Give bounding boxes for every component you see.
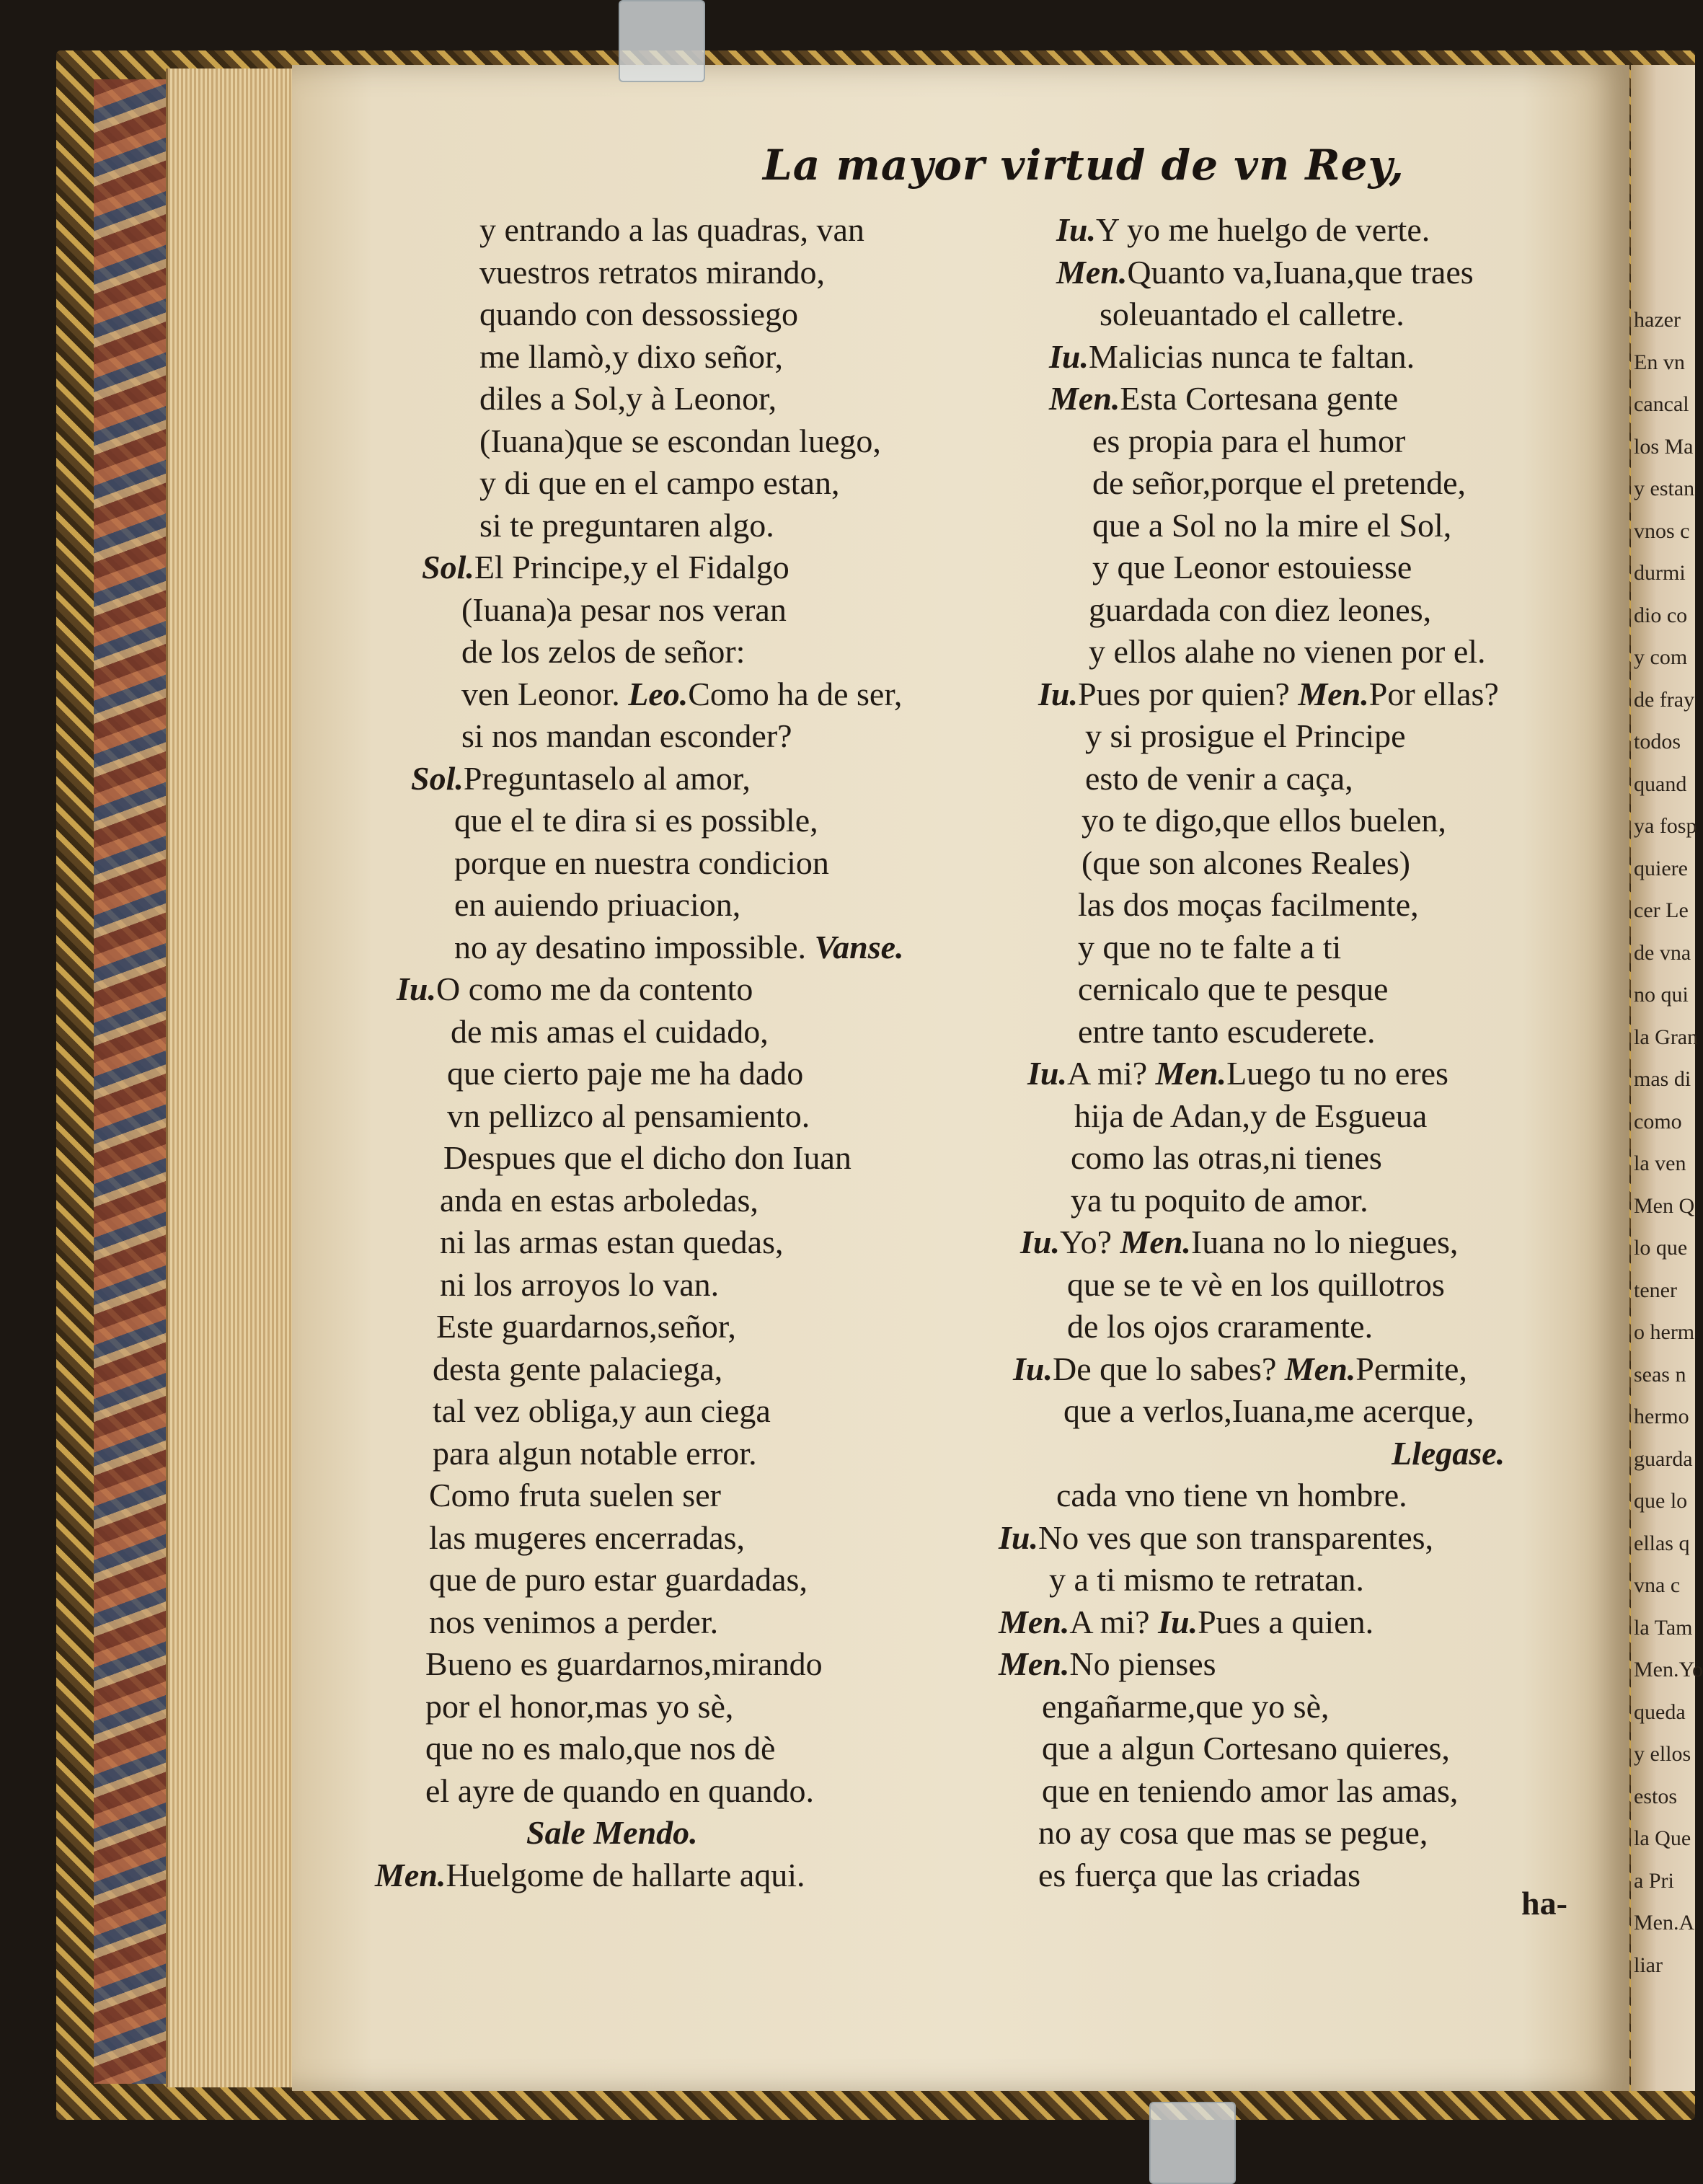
speaker-label: Men. [1049, 380, 1120, 417]
verse-text: Esta Cortesana gente [1120, 380, 1399, 417]
verse-text: Este guardarnos,señor, [436, 1308, 736, 1345]
facing-page-fragment: la Gran [1634, 1025, 1699, 1049]
verse-text: tal vez obliga,y aun ciega [433, 1392, 771, 1429]
verse-text: vuestros retratos mirando, [479, 253, 826, 291]
verse-text: no ay cosa que mas se pegue, [1038, 1814, 1428, 1851]
facing-page-fragment: cancal [1634, 392, 1689, 416]
verse-text: (Iuana)a pesar nos veran [461, 591, 787, 628]
verse-line [375, 1390, 995, 1433]
verse-text: A mi? [1066, 1055, 1156, 1092]
verse-line [375, 505, 995, 547]
speaker-label: Vanse. [814, 928, 904, 965]
verse-line [999, 378, 1619, 420]
verse-line [999, 842, 1619, 885]
verse-text: que a verlos,Iuana,me acerque, [1063, 1392, 1474, 1429]
facing-page-fragment: ellas q [1634, 1531, 1690, 1555]
speaker-label: Men. [999, 1603, 1070, 1640]
verse-text: cada vno tiene vn hombre. [1056, 1477, 1407, 1513]
verse-text: las dos moças facilmente, [1078, 886, 1419, 923]
verse-line [375, 631, 995, 673]
verse-text: que de puro estar guardadas, [429, 1561, 808, 1598]
verse-text: para algun notable error. [433, 1434, 757, 1472]
facing-page-fragment: quiere [1634, 856, 1688, 880]
verse-line [375, 1601, 995, 1644]
facing-page-fragment: Men.A [1634, 1911, 1695, 1935]
verse-text: Y yo me huelgo de verte. [1095, 211, 1430, 248]
speaker-label: Llegase. [1392, 1434, 1505, 1472]
verse-line [999, 1221, 1619, 1264]
verse-line [375, 1559, 995, 1601]
verse-text: No pienses [1069, 1645, 1216, 1682]
verse-text: no ay desatino impossible. [454, 928, 815, 965]
clamp-tab-bottom [1149, 2102, 1236, 2184]
verse-line [375, 1306, 995, 1348]
facing-page-fragment: de fray [1634, 687, 1695, 712]
verse-text: Yo? [1059, 1224, 1120, 1260]
verse-line [999, 589, 1619, 632]
verse-text: es propia para el humor [1092, 422, 1406, 459]
facing-page-fragment: ya fosp [1634, 814, 1697, 838]
verse-text: quando con dessossiego [479, 296, 799, 332]
verse-line [999, 927, 1619, 969]
verse-line [999, 1180, 1619, 1222]
verse-line [999, 1011, 1619, 1053]
verse-text: el ayre de quando en quando. [425, 1772, 815, 1809]
verse-line [375, 462, 995, 505]
verse-line [375, 1854, 995, 1897]
speaker-label: Iu. [1020, 1224, 1060, 1260]
speaker-label: Iu. [1056, 211, 1096, 248]
verse-text: A mi? [1069, 1603, 1159, 1640]
verse-text: Pues por quien? [1077, 675, 1299, 712]
verse-text: de señor,porque el pretende, [1092, 464, 1466, 501]
facing-page-fragment: los Ma [1634, 434, 1694, 459]
speaker-label: Iu. [1158, 1603, 1198, 1640]
verse-line [375, 420, 995, 463]
verse-line [375, 1264, 995, 1307]
speaker-label: Iu. [1027, 1055, 1067, 1092]
verse-text: Preguntaselo al amor, [463, 759, 751, 797]
verse-line [999, 1137, 1619, 1180]
verse-text: ven Leonor. [461, 675, 629, 712]
verse-line [375, 1812, 995, 1854]
facing-page-fragment: no qui [1634, 983, 1689, 1007]
verse-line [999, 293, 1619, 336]
facing-page-fragment: todos [1634, 730, 1681, 753]
verse-text: Como fruta suelen ser [429, 1477, 721, 1513]
verse-text: y a ti mismo te retratan. [1049, 1561, 1364, 1598]
verse-text: No ves que son transparentes, [1038, 1518, 1434, 1556]
verse-line [375, 589, 995, 632]
verse-line [375, 252, 995, 294]
verse-text: por el honor,mas yo sè, [425, 1687, 734, 1725]
verse-line [999, 209, 1619, 252]
verse-line [999, 1475, 1619, 1517]
verse-text: si nos mandan esconder? [461, 717, 792, 754]
facing-page-fragment: tener [1634, 1278, 1677, 1302]
verse-text: que no es malo,que nos dè [425, 1730, 776, 1767]
verse-text: me llamò,y dixo señor, [479, 337, 784, 375]
facing-page-fragment: queda [1634, 1699, 1686, 1724]
verse-text: El Principe,y el Fidalgo [474, 549, 789, 585]
speaker-label: Sol. [422, 549, 474, 585]
verse-line [999, 1306, 1619, 1348]
facing-page-fragment: la ven [1634, 1151, 1686, 1175]
verse-line [375, 1433, 995, 1475]
running-header: La mayor virtud de vn Rey, [763, 141, 1405, 190]
verse-line [375, 1180, 995, 1222]
verse-text: desta gente palaciega, [433, 1350, 723, 1387]
verse-line [375, 336, 995, 379]
verse-line [999, 800, 1619, 842]
verse-text: ya tu poquito de amor. [1071, 1181, 1368, 1219]
verse-text: las mugeres encerradas, [429, 1518, 746, 1556]
verse-line [999, 884, 1619, 927]
verse-line [999, 631, 1619, 673]
facing-page-fragment: hermo [1634, 1405, 1689, 1428]
verse-line [375, 884, 995, 927]
facing-page-text [1634, 299, 1703, 1986]
facing-page-fragment: estos [1634, 1784, 1677, 1808]
speaker-label: Leo. [628, 675, 689, 712]
verse-text: Luego tu no eres [1226, 1055, 1448, 1092]
verse-text: como las otras,ni tienes [1071, 1139, 1382, 1176]
verse-line [375, 968, 995, 1011]
verse-line [999, 1643, 1619, 1686]
verse-line [999, 336, 1619, 379]
verse-text: si te preguntaren algo. [479, 506, 774, 544]
verse-text: que cierto paje me ha dado [447, 1055, 804, 1092]
verse-text: vn pellizco al pensamiento. [447, 1097, 810, 1134]
verse-line [375, 1348, 995, 1391]
verse-text: yo te digo,que ellos buelen, [1081, 802, 1446, 839]
facing-page-fragment: liar [1634, 1953, 1663, 1977]
facing-page-fragment: de vna [1634, 940, 1691, 965]
verse-text: guardada con diez leones, [1089, 591, 1432, 628]
verse-line [375, 758, 995, 800]
verse-text: y si prosigue el Principe [1085, 717, 1406, 754]
speaker-label: Men. [375, 1856, 446, 1893]
facing-page-fragment: seas n [1634, 1362, 1686, 1387]
facing-page-fragment: dio co [1634, 603, 1688, 627]
facing-page-fragment: vnos c [1634, 518, 1690, 543]
verse-text: porque en nuestra condicion [454, 844, 829, 881]
verse-line [999, 1559, 1619, 1601]
verse-text: Iuana no lo niegues, [1190, 1224, 1459, 1260]
verse-line [999, 1812, 1619, 1854]
verse-text: diles a Sol,y à Leonor, [479, 380, 777, 417]
verse-line [375, 293, 995, 336]
verse-text: Despues que el dicho don Iuan [443, 1139, 852, 1176]
verse-line [999, 1390, 1619, 1433]
verse-text: nos venimos a perder. [429, 1603, 719, 1640]
verse-text: Por ellas? [1368, 675, 1499, 712]
verse-line [375, 1728, 995, 1770]
page-edges [166, 68, 298, 2087]
facing-page-fragment: la Tam [1634, 1615, 1693, 1640]
verse-line [375, 800, 995, 842]
verse-text: en auiendo priuacion, [454, 886, 741, 923]
facing-page-fragment: y estan [1634, 477, 1695, 500]
verse-text: y que no te falte a ti [1078, 928, 1342, 965]
facing-page-fragment: y ellos [1634, 1742, 1691, 1766]
speaker-label: Men. [1155, 1055, 1227, 1092]
speaker-label: Men. [1056, 253, 1128, 291]
facing-page-fragment: hazer [1634, 308, 1681, 332]
verse-text: y ellos alahe no vienen por el. [1089, 633, 1486, 670]
verse-line [999, 1686, 1619, 1728]
facing-page-fragment: o herm [1634, 1320, 1695, 1344]
verse-line [999, 1601, 1619, 1644]
verse-text: anda en estas arboledas, [440, 1181, 758, 1219]
verse-text: de los ojos craramente. [1067, 1308, 1374, 1345]
facing-page-fragment: mas di [1634, 1067, 1691, 1091]
verse-line [375, 927, 995, 969]
verse-text: De que lo sabes? [1052, 1350, 1285, 1387]
verse-text: y que Leonor estouiesse [1092, 549, 1412, 585]
verse-text: y di que en el campo estan, [479, 464, 840, 501]
speaker-label: Iu. [1013, 1350, 1053, 1387]
verse-line [999, 547, 1619, 589]
verse-text: Como ha de ser, [688, 675, 903, 712]
verse-line [999, 462, 1619, 505]
verse-line [999, 1433, 1619, 1475]
verse-line [999, 1517, 1619, 1560]
facing-page-fragment: lo que [1634, 1236, 1688, 1260]
verse-line [999, 1264, 1619, 1307]
speaker-label: Sol. [411, 759, 464, 797]
verse-line [999, 1053, 1619, 1095]
verse-line [375, 1475, 995, 1517]
verse-text: (Iuana)que se escondan luego, [479, 422, 881, 459]
verse-text: es fuerça que las criadas [1038, 1856, 1361, 1893]
right-text-column [999, 209, 1619, 1896]
facing-page-fragment: a Pri [1634, 1868, 1674, 1893]
verse-line [375, 1095, 995, 1138]
verse-text: cernicalo que te pesque [1078, 971, 1389, 1007]
verse-line [375, 1517, 995, 1560]
verse-line [999, 505, 1619, 547]
facing-page-fragment: guarda [1634, 1446, 1693, 1471]
verse-text: de mis amas el cuidado, [451, 1012, 769, 1050]
verse-text: entre tanto escuderete. [1078, 1012, 1376, 1050]
facing-page-fragment: durmi [1634, 561, 1686, 585]
verse-text: Permite, [1355, 1350, 1467, 1387]
verse-text: Bueno es guardarnos,mirando [425, 1645, 823, 1682]
verse-line [375, 1221, 995, 1264]
verse-text: (que son alcones Reales) [1081, 844, 1411, 881]
verse-text: que a algun Cortesano quieres, [1042, 1730, 1450, 1767]
facing-page [1631, 65, 1703, 2091]
speaker-label: Men. [999, 1645, 1070, 1682]
speaker-label: Men. [1120, 1224, 1191, 1260]
facing-page-fragment: como [1634, 1109, 1682, 1133]
verse-text: soleuantado el calletre. [1100, 296, 1405, 332]
catchword: ha- [1521, 1885, 1567, 1922]
verse-text: de los zelos de señor: [461, 633, 746, 670]
verse-text: esto de venir a caça, [1085, 759, 1353, 797]
verse-line [999, 715, 1619, 758]
verse-line [999, 1728, 1619, 1770]
speaker-label: Iu. [1049, 337, 1089, 375]
facing-page-fragment: y com [1634, 645, 1688, 669]
verse-line [375, 1770, 995, 1813]
facing-page-fragment: vna c [1634, 1573, 1681, 1597]
speaker-label: Iu. [999, 1518, 1038, 1556]
facing-page-fragment: En vn [1634, 350, 1685, 374]
verse-line [375, 378, 995, 420]
verse-line [999, 1095, 1619, 1138]
facing-page-fragment: quand [1634, 772, 1687, 796]
verse-text: Pues a quien. [1198, 1603, 1374, 1640]
verse-line [375, 1053, 995, 1095]
verse-text: Huelgome de hallarte aqui. [446, 1856, 805, 1893]
verse-text: engañarme,que yo sè, [1042, 1687, 1330, 1725]
verse-line [375, 842, 995, 885]
verse-text: ni los arroyos lo van. [440, 1265, 720, 1303]
verse-line [999, 420, 1619, 463]
verse-text: que en teniendo amor las amas, [1042, 1772, 1459, 1809]
speaker-label: Sale Mendo. [526, 1814, 698, 1851]
verse-text: ni las armas estan quedas, [440, 1224, 784, 1260]
speaker-label: Men. [1284, 1350, 1356, 1387]
verse-line [999, 1348, 1619, 1391]
verse-line [999, 673, 1619, 716]
left-text-column [375, 209, 995, 1896]
verse-text: Malicias nunca te faltan. [1088, 337, 1415, 375]
verse-line [999, 968, 1619, 1011]
verse-text: que a Sol no la mire el Sol, [1092, 506, 1452, 544]
verse-line [375, 1011, 995, 1053]
verse-line [375, 673, 995, 716]
verse-line [999, 758, 1619, 800]
verse-line [375, 1686, 995, 1728]
verse-line [375, 1137, 995, 1180]
facing-page-fragment: cer Le [1634, 898, 1689, 922]
verse-text: Quanto va,Iuana,que traes [1127, 253, 1474, 291]
verse-text: que se te vè en los quillotros [1067, 1265, 1445, 1303]
facing-page-fragment: Men.Yo [1634, 1658, 1703, 1681]
speaker-label: Iu. [397, 971, 436, 1007]
speaker-label: Iu. [1038, 675, 1078, 712]
verse-line [375, 209, 995, 252]
facing-page-fragment: que lo [1634, 1489, 1688, 1513]
verse-line [375, 715, 995, 758]
facing-page-fragment: Men Q [1634, 1193, 1695, 1218]
verse-line [999, 1770, 1619, 1813]
verse-text: y entrando a las quadras, van [479, 211, 864, 248]
verse-line [375, 1643, 995, 1686]
facing-page-fragment: la Que [1634, 1826, 1691, 1850]
verse-line [375, 547, 995, 589]
verse-text: hija de Adan,y de Esgueua [1074, 1097, 1428, 1134]
verse-line [999, 252, 1619, 294]
verse-text: O como me da contento [435, 971, 753, 1007]
verse-text: que el te dira si es possible, [454, 802, 818, 839]
speaker-label: Men. [1298, 675, 1369, 712]
clamp-tab-top [619, 0, 705, 82]
